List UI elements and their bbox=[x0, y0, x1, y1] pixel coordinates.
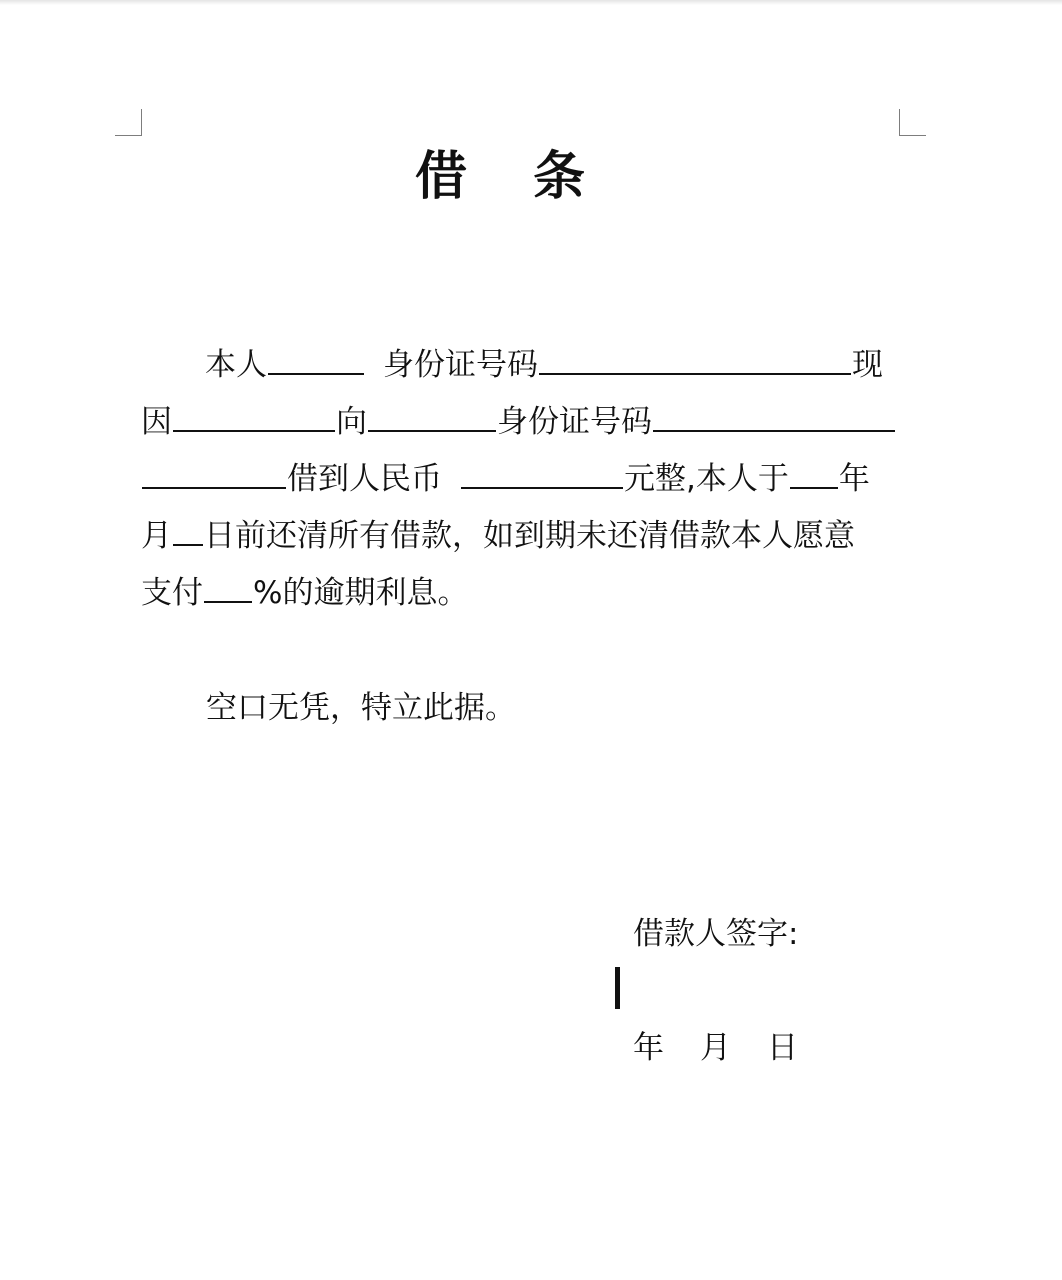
blank-year[interactable] bbox=[790, 486, 838, 489]
paragraph-line-4 bbox=[141, 508, 911, 565]
date-year: 年 bbox=[633, 1030, 664, 1066]
text-xiang: 向 bbox=[336, 404, 367, 440]
text-cursor bbox=[615, 967, 620, 1009]
text-benren: 本人 bbox=[205, 347, 267, 383]
text-repay-clause: 日前还清所有借款，如到期未还清借款本人愿意 bbox=[204, 518, 855, 554]
blank-amount[interactable] bbox=[461, 486, 623, 489]
text-id-number-1: 身份证号码 bbox=[383, 347, 538, 383]
text-xian: 现 bbox=[852, 347, 883, 383]
text-nian: 年 bbox=[838, 461, 870, 497]
signature-date bbox=[633, 1022, 798, 1074]
document-title: 借 条 bbox=[414, 147, 610, 207]
text-overdue-interest: %的逾期利息。 bbox=[253, 575, 469, 611]
paragraph-line-1 bbox=[141, 337, 911, 394]
blank-month[interactable] bbox=[173, 543, 203, 546]
paragraph-line-3 bbox=[141, 451, 911, 508]
blank-interest-rate[interactable] bbox=[204, 600, 252, 603]
blank-lender-id-part1[interactable] bbox=[653, 429, 895, 432]
crop-mark-top-right bbox=[899, 109, 926, 136]
loan-paragraph[interactable] bbox=[141, 337, 911, 622]
text-borrow-rmb: 借到人民币 bbox=[287, 461, 442, 497]
paragraph-line-2 bbox=[141, 394, 911, 451]
blank-lender-id-part2[interactable] bbox=[142, 486, 286, 489]
text-id-number-2: 身份证号码 bbox=[497, 404, 652, 440]
date-month: 月 bbox=[700, 1030, 731, 1066]
blank-borrower-name[interactable] bbox=[268, 372, 364, 375]
blank-borrower-id[interactable] bbox=[539, 372, 851, 375]
blank-lender-name[interactable] bbox=[368, 429, 496, 432]
text-zhifu: 支付 bbox=[141, 575, 203, 611]
text-yue: 月 bbox=[141, 518, 172, 554]
signature-label: 借款人签字: bbox=[633, 916, 799, 952]
closing-note: 空口无凭，特立此据。 bbox=[206, 690, 516, 726]
text-yuan-zheng: 元整,本人于 bbox=[624, 461, 789, 497]
blank-reason[interactable] bbox=[173, 429, 335, 432]
crop-mark-top-left bbox=[115, 109, 142, 136]
paragraph-line-5 bbox=[141, 565, 911, 622]
text-yin: 因 bbox=[141, 404, 172, 440]
date-day: 日 bbox=[767, 1030, 798, 1066]
